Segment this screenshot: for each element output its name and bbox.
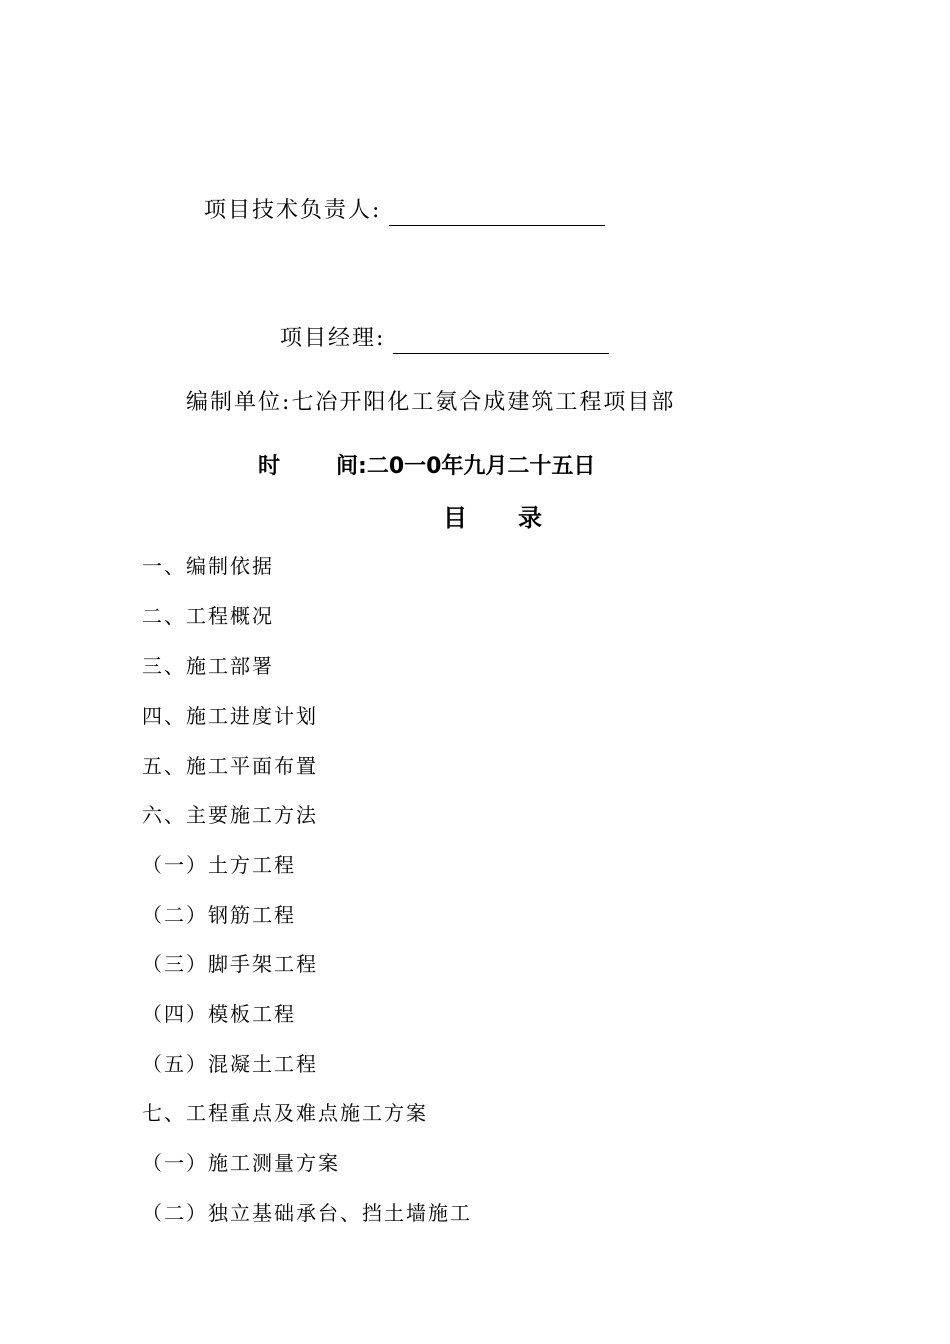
time-line-value [336, 452, 595, 482]
toc-item[interactable]: 三、施工部署 [142, 654, 274, 678]
toc-item[interactable]: 六、主要施工方法 [142, 803, 318, 827]
compiler-value: 七冶开阳化工氨合成建筑工程项目部 [291, 390, 676, 415]
toc-item[interactable]: 四、施工进度计划 [142, 704, 318, 728]
toc-title-1: 目 [443, 504, 467, 532]
time-label-2: 间: [336, 454, 367, 479]
toc-item[interactable]: （一）土方工程 [142, 853, 296, 877]
toc-title-2: 录 [518, 504, 542, 532]
toc-item[interactable]: （四）模板工程 [142, 1002, 296, 1026]
manager-signature [280, 324, 609, 354]
manager-label: 项目经理: [280, 326, 386, 351]
tech-lead-label: 项目技术负责人: [204, 198, 382, 223]
time-label-1: 时 [258, 454, 281, 479]
toc-item[interactable]: （二）独立基础承台、挡土墙施工 [142, 1201, 472, 1225]
toc-item[interactable]: （三）脚手架工程 [142, 952, 318, 976]
toc-item[interactable]: （一）施工测量方案 [142, 1151, 340, 1175]
tech-lead-signature-line [389, 203, 605, 226]
toc-item[interactable]: 一、编制依据 [142, 554, 274, 578]
time-value: 二0一0年九月二十五日 [366, 454, 596, 479]
time-line [258, 452, 280, 482]
toc-item[interactable]: （五）混凝土工程 [142, 1052, 318, 1076]
compiler-line [186, 388, 675, 418]
toc-item[interactable]: （二）钢筋工程 [142, 903, 296, 927]
tech-lead-signature [204, 196, 605, 226]
compiler-label: 编制单位: [186, 390, 292, 415]
toc-item[interactable]: 七、工程重点及难点施工方案 [142, 1101, 428, 1125]
toc-item[interactable]: 二、工程概况 [142, 604, 274, 628]
manager-signature-line [393, 331, 609, 354]
toc-item[interactable]: 五、施工平面布置 [142, 754, 318, 778]
